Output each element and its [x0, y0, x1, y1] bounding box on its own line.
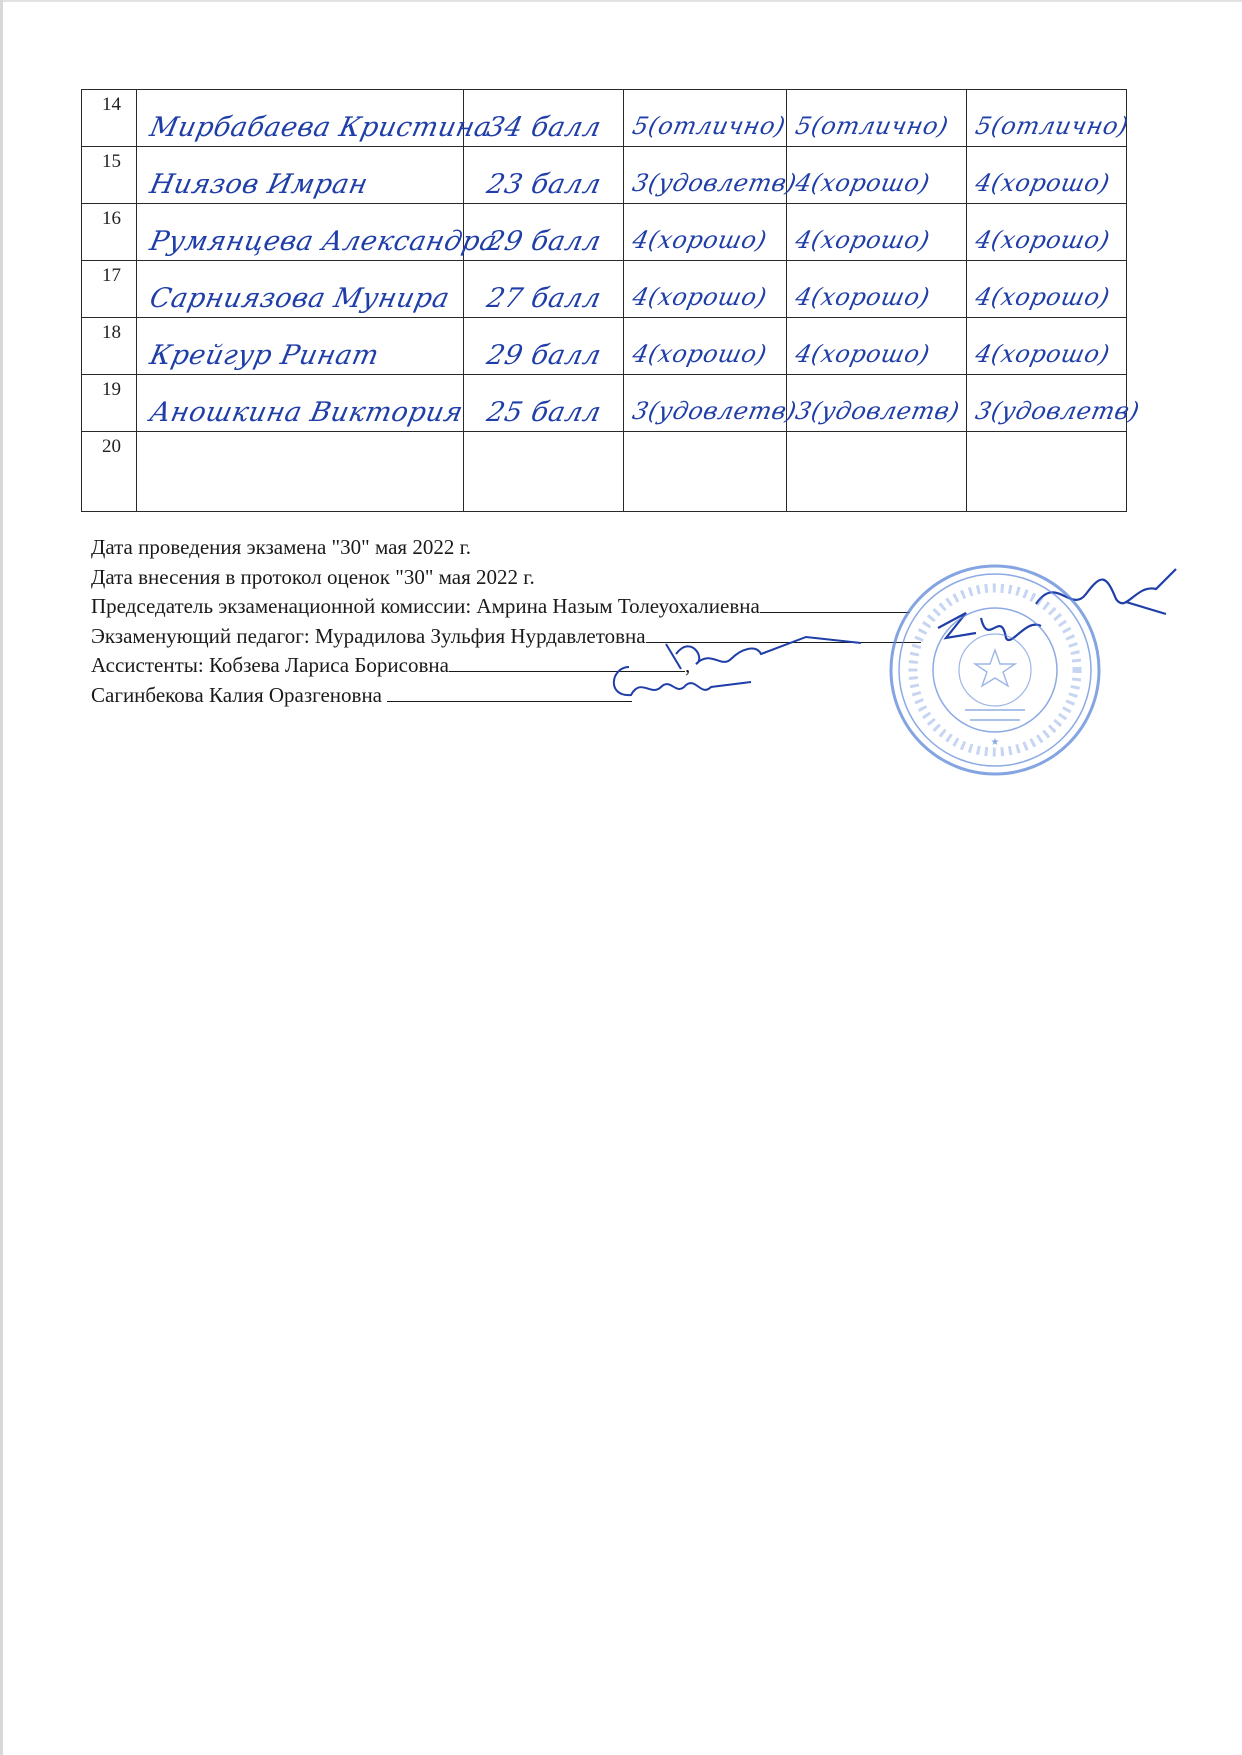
student-score: 29 балл: [484, 340, 604, 371]
student-grade-3: 3(удовлетв): [973, 397, 1143, 425]
grade-cell: [967, 147, 1127, 204]
grade-cell: [787, 318, 967, 375]
grade-cell: [967, 90, 1132, 147]
table-row: [82, 261, 1127, 318]
student-grade-3: 4(хорошо): [973, 169, 1113, 197]
row-number-cell: [82, 261, 137, 318]
table-row: [82, 147, 1127, 204]
row-number-cell: [82, 147, 137, 204]
grade-cell: [967, 204, 1127, 261]
grade-cell: [624, 432, 787, 512]
grade-cell: [787, 90, 967, 147]
student-grade-2: 4(хорошо): [793, 340, 933, 368]
grade-cell: [624, 204, 787, 261]
student-grade-1: 3(удовлетв): [630, 397, 800, 425]
name-cell: [137, 432, 464, 512]
protocol-footer: [91, 533, 921, 710]
table-row: [82, 90, 1127, 147]
student-name: Румянцева Александра: [147, 226, 500, 257]
table-row: [82, 204, 1127, 261]
row-number: 18: [102, 322, 121, 343]
row-number: 16: [102, 208, 121, 229]
grade-cell: [624, 375, 800, 432]
student-name: Ниязов Имран: [147, 169, 371, 200]
grade-cell: [967, 318, 1127, 375]
official-stamp: [885, 560, 1105, 780]
examiner: Экзаменующий педагог: Мурадилова Зульфия Нурдавлетовна: [91, 623, 646, 648]
page-edge: [0, 0, 1242, 2]
score-cell: [464, 318, 624, 375]
grades-table: [81, 89, 1143, 512]
row-number-cell: [82, 318, 137, 375]
chairman: Председатель экзаменационной комиссии: Амрина Назым Толеуохалиевна: [91, 594, 760, 618]
student-grade-3: 4(хорошо): [973, 226, 1113, 254]
assistant2-line: [91, 681, 921, 711]
score-cell: [464, 261, 624, 318]
assistant2-signature: [571, 657, 771, 707]
student-grade-1: 5(отлично): [630, 112, 789, 140]
row-number-cell: [82, 432, 137, 512]
assistants: Ассистенты: Кобзева Лариса Борисовна: [91, 653, 449, 677]
grade-cell: [967, 261, 1127, 318]
row-number: 17: [102, 265, 121, 286]
student-grade-3: 4(хорошо): [973, 340, 1113, 368]
student-name: Крейгур Ринат: [147, 340, 382, 371]
grade-cell: [787, 147, 967, 204]
student-grade-2: 4(хорошо): [793, 226, 933, 254]
student-name: Аношкина Виктория: [147, 397, 466, 428]
exam-date-line: [91, 533, 921, 563]
grade-cell: [624, 261, 787, 318]
score-cell: [464, 90, 624, 147]
table-row: [82, 318, 1127, 375]
student-grade-1: 4(хорошо): [630, 226, 770, 254]
student-score: 25 балл: [484, 397, 604, 428]
name-cell: [137, 318, 464, 375]
chairman-line: [91, 592, 921, 622]
name-cell: [137, 147, 464, 204]
name-cell: [137, 261, 464, 318]
score-cell: [464, 204, 624, 261]
student-score: 27 балл: [484, 283, 604, 314]
student-score: 34 балл: [484, 112, 604, 143]
student-grade-1: 4(хорошо): [630, 340, 770, 368]
student-grade-1: 3(удовлетв): [630, 169, 800, 197]
student-grade-2: 5(отлично): [793, 112, 952, 140]
page-edge: [0, 0, 3, 1755]
grade-cell: [787, 261, 967, 318]
row-number-cell: [82, 90, 137, 147]
grade-cell: [624, 318, 787, 375]
assistants-comma: ,: [684, 653, 691, 677]
grade-cell: [967, 375, 1143, 432]
name-cell: [137, 204, 500, 261]
row-number: 15: [102, 151, 121, 172]
row-number: 14: [102, 94, 121, 115]
name-cell: [137, 375, 464, 432]
student-grade-1: 4(хорошо): [630, 283, 770, 311]
svg-text:★: ★: [990, 737, 1000, 748]
table-row: [82, 432, 1127, 512]
row-number-cell: [82, 375, 137, 432]
grade-cell: [624, 90, 787, 147]
student-score: 29 балл: [484, 226, 604, 257]
student-name: Мирбабаева Кристина: [147, 112, 495, 143]
grade-cell: [624, 147, 800, 204]
student-name: Сарниязова Мунира: [147, 283, 453, 314]
student-grade-3: 5(отлично): [973, 112, 1132, 140]
student-grade-2: 4(хорошо): [793, 283, 933, 311]
student-grade-2: 3(удовлетв): [793, 397, 963, 425]
row-number: 19: [102, 379, 121, 400]
name-cell: [137, 90, 495, 147]
score-cell: [464, 147, 624, 204]
grade-cell: [787, 204, 967, 261]
grade-cell: [967, 432, 1127, 512]
row-number-cell: [82, 204, 137, 261]
student-score: 23 балл: [484, 169, 604, 200]
grade-cell: [787, 375, 967, 432]
protocol-date-line: [91, 563, 921, 593]
assistants-line: [91, 651, 921, 681]
grade-cell: [787, 432, 967, 512]
protocol-date: Дата внесения в протокол оценок "30" мая 2022 г.: [91, 564, 535, 589]
row-number: 20: [102, 436, 121, 457]
exam-date: Дата проведения экзамена "30" мая 2022 г.: [91, 535, 472, 559]
score-cell: [464, 375, 624, 432]
score-cell: [464, 432, 624, 512]
student-grade-3: 4(хорошо): [973, 283, 1113, 311]
student-grade-2: 4(хорошо): [793, 169, 933, 197]
assistant2: Сагинбекова Калия Оразгеновна: [91, 682, 383, 707]
table-row: [82, 375, 1127, 432]
